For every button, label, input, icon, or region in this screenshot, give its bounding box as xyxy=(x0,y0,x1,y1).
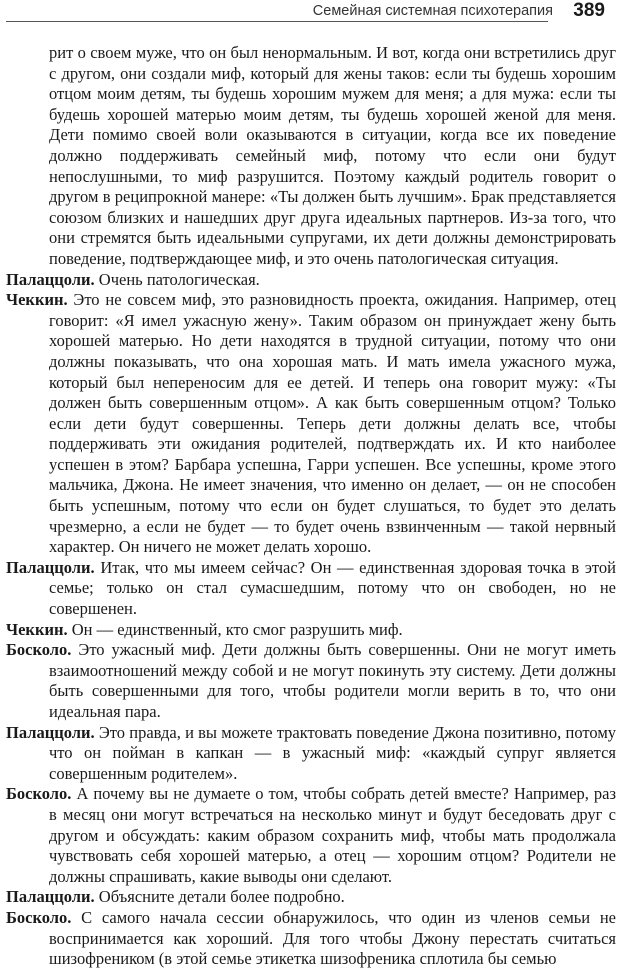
dialogue-text: Он — единственный, кто смог разрушить миф. xyxy=(71,619,403,639)
dialogue-text: А почему вы не думаете о том, чтобы собрать детей вместе? Например, раз в месяц они могут встречаться на несколько минут и будут беседовать друг с другом и обсуждать: каким образом сохранить миф, чтобы мать продолжала чувствовать себя хорошей матерью, а отец — хорошим отцом? Родители не должны спрашивать, какие выводы они сделают. xyxy=(49,784,616,886)
dialogue-turn xyxy=(6,908,616,970)
speaker-name: Палаццоли. xyxy=(6,269,95,289)
dialogue-text: С самого начала сессии обнаружилось, что один из членов семьи не воспринимается как хороший. Для того чтобы Джону перестать считаться шизофреником (в этой семье этикетка шизофреника сплотила бы семью xyxy=(49,907,616,969)
dialogue-text: Это ужасный миф. Дети должны быть совершенны. Они не могут иметь взаимоотношений между собой и не могут покинуть эту систему. Дети должны быть совершенными для того, чтобы родители могли верить в то, что они идеальная пара. xyxy=(49,640,616,721)
speaker-name: Босколо. xyxy=(6,640,72,660)
page-body xyxy=(6,43,616,970)
dialogue-text: Итак, что мы имеем сейчас? Он — единственная здоровая точка в этой семье; только он стал сумасшедшим, потому что он свободен, но не совершенен. xyxy=(49,557,617,619)
dialogue-turn xyxy=(6,270,616,291)
speaker-name: Чеккин. xyxy=(6,619,68,639)
dialogue-text: Объясните детали более подробно. xyxy=(98,887,345,907)
continued-paragraph: рит о своем муже, что он был ненормальным. И вот, когда они встретились друг с другом, они создали миф, который для жены таков: если ты будешь хорошим отцом моим детям, ты будешь хорошим мужем для меня; а для мужа: если ты будешь хорошей матерью моим детям, ты будешь хорошей женой для меня. Дети помимо своей воли оказываются в ситуации, когда все их поведение должно поддерживать семейный миф, потому что если они будут непослушными, то миф разрушится. Поэтому каждый родитель говорит о другом в реципрокной манере: «Ты должен быть лучшим». Брак представляется союзом близких и нашедших друг друга идеальных партнеров. Из-за того, что они стремятся быть идеальными супругами, их дети должны демонстрировать поведение, подтверждающее миф, и это очень патологическая ситуация. xyxy=(49,43,616,268)
speaker-name: Палаццоли. xyxy=(6,722,95,742)
speaker-name: Палаццоли. xyxy=(6,887,95,907)
dialogue-turn xyxy=(6,558,616,620)
speaker-name: Босколо. xyxy=(6,907,72,927)
header-rule xyxy=(6,21,548,22)
page-header xyxy=(0,0,620,24)
dialogue-turn xyxy=(6,887,616,908)
dialogue-turn xyxy=(6,620,616,641)
page-number: 389 xyxy=(573,0,605,21)
dialogue-turn xyxy=(6,640,616,722)
running-header-title: Семейная системная психотерапия xyxy=(312,3,553,19)
dialogue-turn xyxy=(6,290,616,558)
speaker-name: Палаццоли. xyxy=(6,557,95,577)
dialogue-text: Это правда, и вы можете трактовать поведение Джона позитивно, потому что он пойман в капкан — в ужасный миф: «каждый супруг является совершенным родителем». xyxy=(49,722,617,783)
dialogue-text: Очень патологическая. xyxy=(98,269,260,289)
speaker-name: Босколо. xyxy=(6,784,72,804)
dialogue-text: Это не совсем миф, это разновидность проекта, ожидания. Например, отец говорит: «Я имел ужасную жену». Таким образом он принуждает жену быть хорошей матерью. Но дети находятся в трудной ситуации, потому что они должны показывать, что она хорошая мать. И мать имела ужасного мужа, который был непереносим для ее детей. И теперь она говорит мужу: «Ты должен быть совершенным отцом». А как быть совершенным отцом? Только если дети будут совершенны. Теперь дети должны делать все, чтобы поддерживать эти ожидания родителей, подтверждать их. И кто наиболее успешен в этом? Барбара успешна, Гарри успешен. Все успешны, кроме этого мальчика, Джона. Не имеет значения, что именно он делает, — он не способен быть успешным, потому что если он будет слушаться, то будет это делать чрезмерно, а если не будет — то будет очень взвинченным — такой нервный характер. Он ничего не может делать хорошо. xyxy=(49,290,616,557)
dialogue-turn xyxy=(6,723,616,785)
speaker-name: Чеккин. xyxy=(6,290,68,310)
dialogue-turn xyxy=(6,784,616,887)
